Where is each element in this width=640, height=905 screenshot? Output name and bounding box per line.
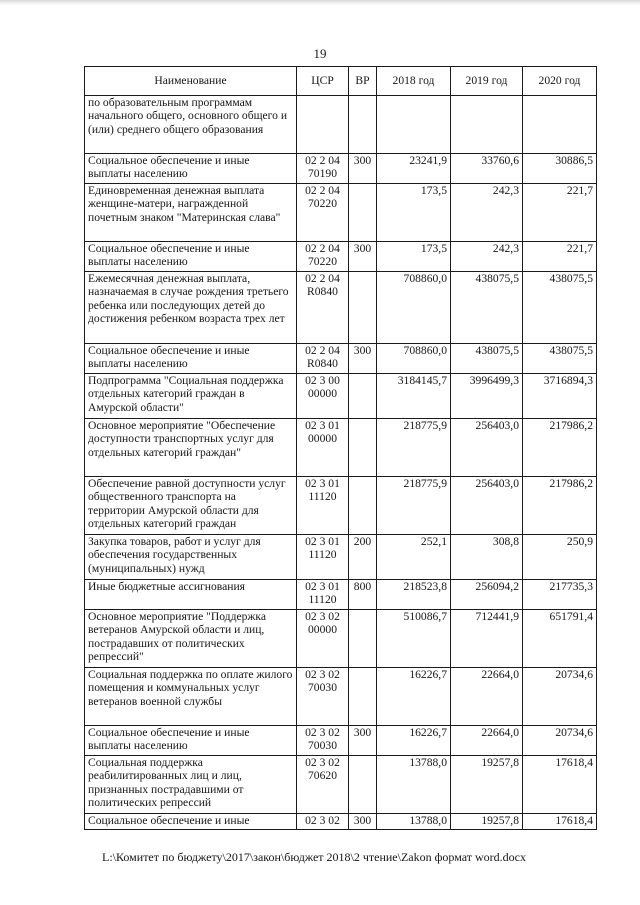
cell-2019: 438075,5: [451, 272, 523, 344]
cell-csr: 02 2 04 R0840: [297, 344, 349, 374]
cell-2018: 23241,9: [377, 154, 451, 184]
cell-2020: 221,7: [523, 184, 597, 242]
cell-name: Иные бюджетные ассигнования: [85, 580, 297, 610]
cell-vr: 300: [349, 814, 377, 830]
cell-2018: 16226,7: [377, 726, 451, 756]
table-row: [85, 184, 597, 242]
cell-2018: 13788,0: [377, 756, 451, 814]
cell-name: Подпрограмма "Социальная поддержка отдельных категорий граждан в Амурской области": [85, 374, 297, 419]
cell-name: Основное мероприятие "Поддержка ветеранов Амурской области и лиц, пострадавших от политических репрессий": [85, 610, 297, 668]
cell-2019: 22664,0: [451, 726, 523, 756]
cell-2020: 17618,4: [523, 814, 597, 830]
cell-name: Социальное обеспечение и иные: [85, 814, 297, 830]
cell-2019: 19257,8: [451, 814, 523, 830]
cell-2020: 217986,2: [523, 477, 597, 535]
table-row: [85, 154, 597, 184]
page-number: 19: [313, 46, 327, 61]
cell-2018: 173,5: [377, 242, 451, 272]
cell-2019: 712441,9: [451, 610, 523, 668]
cell-vr: [349, 96, 377, 154]
cell-vr: 300: [349, 344, 377, 374]
header-2020: 2020 год: [523, 67, 597, 96]
cell-csr: 02 3 01 00000: [297, 419, 349, 477]
cell-2020: 438075,5: [523, 344, 597, 374]
cell-vr: 300: [349, 242, 377, 272]
cell-name: Единовременная денежная выплата женщине-матери, награжденной почетным знаком "Материнская слава": [85, 184, 297, 242]
cell-2018: 252,1: [377, 535, 451, 580]
cell-2019: 256403,0: [451, 477, 523, 535]
cell-vr: 300: [349, 154, 377, 184]
cell-vr: [349, 184, 377, 242]
cell-2019: 256403,0: [451, 419, 523, 477]
cell-2019: [451, 96, 523, 154]
cell-vr: 200: [349, 535, 377, 580]
cell-2018: 173,5: [377, 184, 451, 242]
cell-2019: 438075,5: [451, 344, 523, 374]
table-row: [85, 374, 597, 419]
cell-vr: 300: [349, 726, 377, 756]
budget-table: [84, 66, 597, 830]
cell-name: Социальная поддержка по оплате жилого помещения и коммунальных услуг ветеранов военной службы: [85, 668, 297, 726]
cell-2020: 20734,6: [523, 668, 597, 726]
cell-2019: 3996499,3: [451, 374, 523, 419]
cell-2018: [377, 96, 451, 154]
cell-name: Закупка товаров, работ и услуг для обеспечения государственных (муниципальных) нужд: [85, 535, 297, 580]
cell-2019: 33760,6: [451, 154, 523, 184]
cell-2019: 256094,2: [451, 580, 523, 610]
cell-2020: 217735,3: [523, 580, 597, 610]
cell-2020: 20734,6: [523, 726, 597, 756]
cell-csr: [297, 96, 349, 154]
table-row: [85, 344, 597, 374]
cell-2018: 218523,8: [377, 580, 451, 610]
cell-2020: 651791,4: [523, 610, 597, 668]
table-row: [85, 535, 597, 580]
cell-2020: 3716894,3: [523, 374, 597, 419]
cell-name: Социальное обеспечение и иные выплаты населению: [85, 154, 297, 184]
cell-csr: 02 3 02: [297, 814, 349, 830]
cell-2020: 438075,5: [523, 272, 597, 344]
cell-csr: 02 3 02 70030: [297, 668, 349, 726]
table-row: [85, 580, 597, 610]
cell-vr: [349, 374, 377, 419]
header-2019: 2019 год: [451, 67, 523, 96]
header-csr: ЦСР: [297, 67, 349, 96]
table-row: [85, 96, 597, 154]
table-row: [85, 610, 597, 668]
cell-2018: 218775,9: [377, 419, 451, 477]
cell-2018: 708860,0: [377, 344, 451, 374]
cell-csr: 02 3 01 11120: [297, 580, 349, 610]
cell-vr: [349, 419, 377, 477]
footer-file-path: L:\Комитет по бюджету\2017\закон\бюджет 2018\2 чтение\Zakon формат word.docx: [102, 850, 526, 864]
cell-name: Социальное обеспечение и иные выплаты населению: [85, 726, 297, 756]
cell-name: Социальная поддержка реабилитированных лиц и лиц, признанных пострадавшими от политических репрессий: [85, 756, 297, 814]
cell-vr: [349, 756, 377, 814]
cell-2018: 510086,7: [377, 610, 451, 668]
cell-2019: 22664,0: [451, 668, 523, 726]
cell-2019: 308,8: [451, 535, 523, 580]
cell-2020: 250,9: [523, 535, 597, 580]
cell-2018: 708860,0: [377, 272, 451, 344]
cell-csr: 02 3 02 00000: [297, 610, 349, 668]
cell-csr: 02 2 04 70220: [297, 184, 349, 242]
cell-vr: [349, 668, 377, 726]
cell-csr: 02 3 01 11120: [297, 477, 349, 535]
cell-2020: 221,7: [523, 242, 597, 272]
table-row: [85, 419, 597, 477]
table-row: [85, 756, 597, 814]
cell-2020: 30886,5: [523, 154, 597, 184]
cell-2020: 17618,4: [523, 756, 597, 814]
cell-name: Основное мероприятие "Обеспечение доступности транспортных услуг для отдельных категорий граждан": [85, 419, 297, 477]
cell-name: Обеспечение равной доступности услуг общественного транспорта на территории Амурской области для отдельных категорий граждан: [85, 477, 297, 535]
cell-vr: 800: [349, 580, 377, 610]
cell-2020: [523, 96, 597, 154]
cell-csr: 02 3 00 00000: [297, 374, 349, 419]
cell-2019: 19257,8: [451, 756, 523, 814]
cell-name: Ежемесячная денежная выплата, назначаемая в случае рождения третьего ребенка или последующих детей до достижения ребенком возраста трех лет: [85, 272, 297, 344]
cell-2018: 3184145,7: [377, 374, 451, 419]
cell-name: Социальное обеспечение и иные выплаты населению: [85, 242, 297, 272]
cell-csr: 02 3 02 70620: [297, 756, 349, 814]
scan-top-edge: [0, 0, 640, 5]
table-body: [85, 96, 597, 830]
table-row: [85, 242, 597, 272]
cell-name: Социальное обеспечение и иные выплаты населению: [85, 344, 297, 374]
table-row: [85, 272, 597, 344]
cell-2019: 242,3: [451, 184, 523, 242]
header-name: Наименование: [85, 67, 297, 96]
cell-csr: 02 2 04 70220: [297, 242, 349, 272]
header-vr: ВР: [349, 67, 377, 96]
cell-name: по образовательным программам начального общего, основного общего и (или) среднего общего образования: [85, 96, 297, 154]
header-2018: 2018 год: [377, 67, 451, 96]
cell-csr: 02 2 04 70190: [297, 154, 349, 184]
cell-2018: 16226,7: [377, 668, 451, 726]
cell-2020: 217986,2: [523, 419, 597, 477]
table-header-row: [85, 67, 597, 96]
cell-csr: 02 3 02 70030: [297, 726, 349, 756]
cell-2018: 218775,9: [377, 477, 451, 535]
table-row: [85, 726, 597, 756]
cell-2019: 242,3: [451, 242, 523, 272]
cell-vr: [349, 610, 377, 668]
cell-vr: [349, 477, 377, 535]
cell-vr: [349, 272, 377, 344]
table-row: [85, 814, 597, 830]
table-row: [85, 668, 597, 726]
cell-csr: 02 3 01 11120: [297, 535, 349, 580]
cell-2018: 13788,0: [377, 814, 451, 830]
table-row: [85, 477, 597, 535]
cell-csr: 02 2 04 R0840: [297, 272, 349, 344]
